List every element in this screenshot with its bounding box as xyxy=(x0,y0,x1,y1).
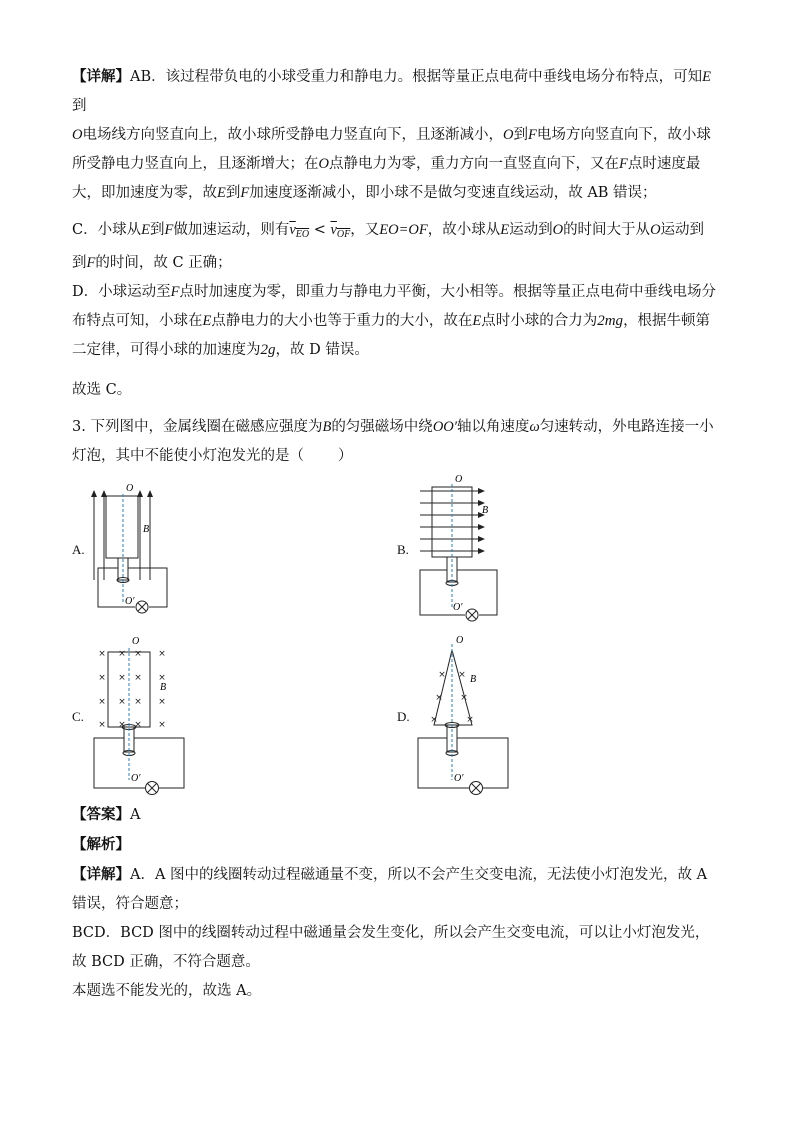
svg-text:×: × xyxy=(118,697,126,707)
svg-text:×: × xyxy=(98,673,106,683)
option-b-label: B. xyxy=(397,542,409,557)
svg-text:×: × xyxy=(118,649,126,659)
axis-label-o-prime: O′ xyxy=(453,602,463,613)
svg-text:×: × xyxy=(134,673,142,683)
answer-section xyxy=(72,800,722,1006)
paragraph-option-d: D．小球运动至F点时加速度为零，即重力与静电力平衡，大小相等。根据等量正点电荷中垂线电场分布特点可知，小球在E点静电力的大小也等于重力的大小，故在E点时小球的合力为2mg，根据牛顿第二定律，可得小球的加速度为2g，故 D 错误。 xyxy=(72,284,716,358)
coil xyxy=(434,650,472,725)
field-label-b: B xyxy=(470,674,477,685)
paragraph-detail-ab: 【详解】AB．该过程带负电的小球受重力和静电力。根据等量正点电荷中垂线电场分布特点，可知E到 O电场线方向竖直向上，故小球所受静电力竖直向下，且逐渐减小，O到F电场方向竖直向下，故小球所受静电力竖直向上，且逐渐增大；在O点静电力为零，重力方向一直竖直向下，又在F点时速度最大，即加速度为零，故E到F加速度逐渐减小，即小球不是做匀变速直线运动，故 AB 错误； xyxy=(72,68,711,201)
field-label-b: B xyxy=(160,682,167,693)
svg-text:×: × xyxy=(134,649,142,659)
answer-line xyxy=(72,800,722,830)
figure-c xyxy=(88,630,198,800)
paragraph-option-c: C．小球从E到F做加速运动，则有$v_{EO} < v_{OF}$，又EO=OF，故小球从E运动到O的时间大于从O运动到 到F的时间，故 C 正确； xyxy=(72,222,705,271)
svg-text:×: × xyxy=(435,693,443,703)
svg-text:×: × xyxy=(460,693,468,703)
analysis-tag: 【解析】 xyxy=(72,836,130,853)
circuit-wire-right xyxy=(134,738,184,788)
figure-b xyxy=(412,470,522,625)
field-label-b: B xyxy=(143,524,150,535)
document-body xyxy=(72,62,722,471)
svg-text:×: × xyxy=(158,649,166,659)
axis-label-o-prime: O′ xyxy=(131,773,141,784)
question-3: 3. 下列图中，金属线圈在磁感应强度为B的匀强磁场中绕OO′轴以角速度ω匀速转动，外电路连接一小灯泡，其中不能使小灯泡发光的是（ ） xyxy=(72,419,714,464)
svg-text:×: × xyxy=(158,720,166,730)
axis-label-o: O xyxy=(456,635,464,646)
svg-text:×: × xyxy=(98,720,106,730)
paragraph-choose-c: 故选 C。 xyxy=(72,382,132,398)
svg-text:×: × xyxy=(158,673,166,683)
coil xyxy=(106,496,138,558)
answer-value: A xyxy=(130,807,141,823)
circuit-wire-right xyxy=(457,570,497,615)
velocity-eo: $v_{EO}$ xyxy=(289,222,310,240)
option-c-label: C. xyxy=(72,709,84,724)
option-d-label: D. xyxy=(397,709,410,724)
axis-label-o: O xyxy=(455,474,463,485)
svg-text:×: × xyxy=(118,673,126,683)
svg-text:×: × xyxy=(98,649,106,659)
svg-text:×: × xyxy=(466,715,474,725)
detail-option-a: 【详解】A．A 图中的线圈转动过程磁通量不变，所以不会产生交变电流，无法使小灯泡发光，故 A 错误，符合题意； xyxy=(72,866,708,912)
axis-label-o: O xyxy=(132,636,140,647)
svg-text:×: × xyxy=(118,720,126,730)
final-conclusion: 本题选不能发光的，故选 A。 xyxy=(72,983,262,999)
svg-text:×: × xyxy=(438,670,446,680)
axis-label-o-prime: O′ xyxy=(125,596,135,607)
option-a-label: A. xyxy=(72,542,85,557)
figure-d xyxy=(412,630,522,800)
analysis-line xyxy=(72,830,722,860)
svg-text:×: × xyxy=(458,670,466,680)
field-label-b: B xyxy=(482,505,489,516)
svg-text:×: × xyxy=(134,720,142,730)
svg-text:×: × xyxy=(430,715,438,725)
answer-tag: 【答案】 xyxy=(72,806,130,823)
svg-text:×: × xyxy=(98,697,106,707)
detail-tag: 【详解】 xyxy=(72,866,130,883)
axis-label-o: O xyxy=(126,483,134,494)
detail-option-bcd: BCD．BCD 图中的线圈转动过程中磁通量会发生变化，所以会产生交变电流，可以让小灯泡发光，故 BCD 正确，不符合题意。 xyxy=(72,925,710,970)
circuit-wire-right xyxy=(457,738,508,788)
question-number: 3. xyxy=(72,419,86,435)
detail-tag: 【详解】 xyxy=(72,68,130,85)
axis-label-o-prime: O′ xyxy=(454,773,464,784)
figure-a xyxy=(88,480,198,615)
svg-text:×: × xyxy=(158,697,166,707)
velocity-of: $v_{OF}$ xyxy=(330,222,351,240)
svg-text:×: × xyxy=(134,697,142,707)
